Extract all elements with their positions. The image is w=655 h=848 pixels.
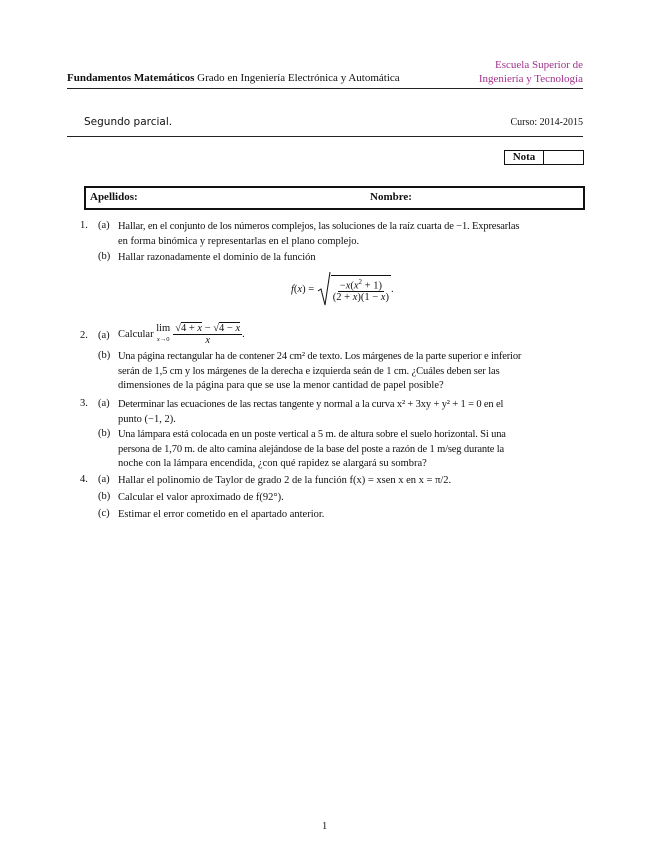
problem-4a-text: Hallar el polinomio de Taylor de grado 2 de la función f(x) = xsen x en x = π/2. bbox=[118, 475, 452, 486]
header-left bbox=[67, 72, 400, 84]
problem-1b-text: Hallar razonadamente el dominio de la función bbox=[118, 252, 316, 263]
problem-4b-label: (b) bbox=[98, 491, 111, 502]
problem-2-number: 2. bbox=[80, 330, 88, 341]
problem-1a-line-2: en forma binómica y representarlas en el plano complejo. bbox=[118, 235, 360, 247]
course-year: Curso: 2014-2015 bbox=[510, 117, 583, 128]
problem-1a-text bbox=[118, 220, 584, 249]
problem-3b-text bbox=[118, 428, 584, 472]
name-label: Nombre: bbox=[370, 191, 412, 203]
school-name bbox=[479, 58, 583, 86]
problem-3-number: 3. bbox=[80, 398, 88, 409]
problem-3a-line-1: Determinar las ecuaciones de las rectas tangente y normal a la curva x² + 3xy + y² + 1 = 0 en el bbox=[118, 399, 504, 410]
grade-field[interactable] bbox=[544, 151, 583, 164]
grade-label: Nota bbox=[505, 151, 544, 164]
sqrt-icon bbox=[317, 271, 331, 307]
problem-2b-text bbox=[118, 350, 584, 394]
surname-label: Apellidos: bbox=[90, 191, 138, 203]
course-title: Fundamentos Matemáticos bbox=[67, 72, 195, 84]
school-line-1: Escuela Superior de bbox=[495, 59, 583, 71]
problem-1-number: 1. bbox=[80, 220, 88, 231]
problem-4b-text: Calcular el valor aproximado de f(92°). bbox=[118, 492, 284, 503]
problem-2a-verb: Calcular bbox=[118, 328, 154, 340]
problem-3b-label: (b) bbox=[98, 428, 111, 439]
problem-3b-line-3: noche con la lámpara encendida, ¿con qué rapidez se alargará su sombra? bbox=[118, 458, 427, 469]
problem-2b-line-1: Una página rectangular ha de contener 24 cm² de texto. Los márgenes de la parte superior e inferior bbox=[118, 351, 522, 362]
problem-2b-line-3: dimensiones de la página para que se use la menor cantidad de papel posible? bbox=[118, 380, 444, 391]
problem-4-number: 4. bbox=[80, 474, 88, 485]
problem-1a-label: (a) bbox=[98, 220, 110, 231]
problem-4a-label: (a) bbox=[98, 474, 110, 485]
header-rule bbox=[67, 88, 583, 89]
problem-2b-label: (b) bbox=[98, 350, 111, 361]
section-rule bbox=[67, 136, 583, 137]
page-number: 1 bbox=[322, 821, 328, 832]
student-box bbox=[84, 186, 585, 210]
exam-title: Segundo parcial. bbox=[84, 116, 173, 128]
function-formula: f ( x ) = $\frac{-x(x^2 + 1)}{(2 + x)(1 - x)}$ . bbox=[291, 271, 394, 307]
problem-4c-label: (c) bbox=[98, 508, 110, 519]
problem-3b-line-1: Una lámpara está colocada en un poste vertical a 5 m. de altura sobre el suelo horizontal. Si una bbox=[118, 429, 506, 440]
problem-3a-line-2: punto (−1, 2). bbox=[118, 413, 176, 425]
problem-1b-label: (b) bbox=[98, 251, 111, 262]
problem-2a-text: Calcular lim x→0 $\frac{√4 + x - √4 - x}{x}$ . bbox=[118, 322, 245, 346]
problem-3b-line-2: persona de 1,70 m. de alto camina alejándose de la base del poste a razón de 1 m/seg durante la bbox=[118, 443, 505, 455]
degree-title: Grado en Ingeniería Electrónica y Automática bbox=[197, 72, 400, 84]
problem-3a-label: (a) bbox=[98, 398, 110, 409]
problem-1a-line-1: Hallar, en el conjunto de los números complejos, las soluciones de la raíz cuarta de −1. Expresarlas bbox=[118, 221, 520, 232]
problem-3a-text bbox=[118, 398, 584, 427]
problem-2b-line-2: serán de 1,5 cm y los márgenes de la derecha e izquierda seán de 1 cm. ¿Cuáles deben ser las bbox=[118, 365, 500, 377]
limit-expression: lim x→0 bbox=[156, 323, 171, 343]
grade-box bbox=[504, 150, 584, 165]
problem-2a-label: (a) bbox=[98, 330, 110, 341]
school-line-2: Ingeniería y Tecnología bbox=[478, 73, 583, 85]
problem-4c-text: Estimar el error cometido en el apartado anterior. bbox=[118, 509, 325, 520]
